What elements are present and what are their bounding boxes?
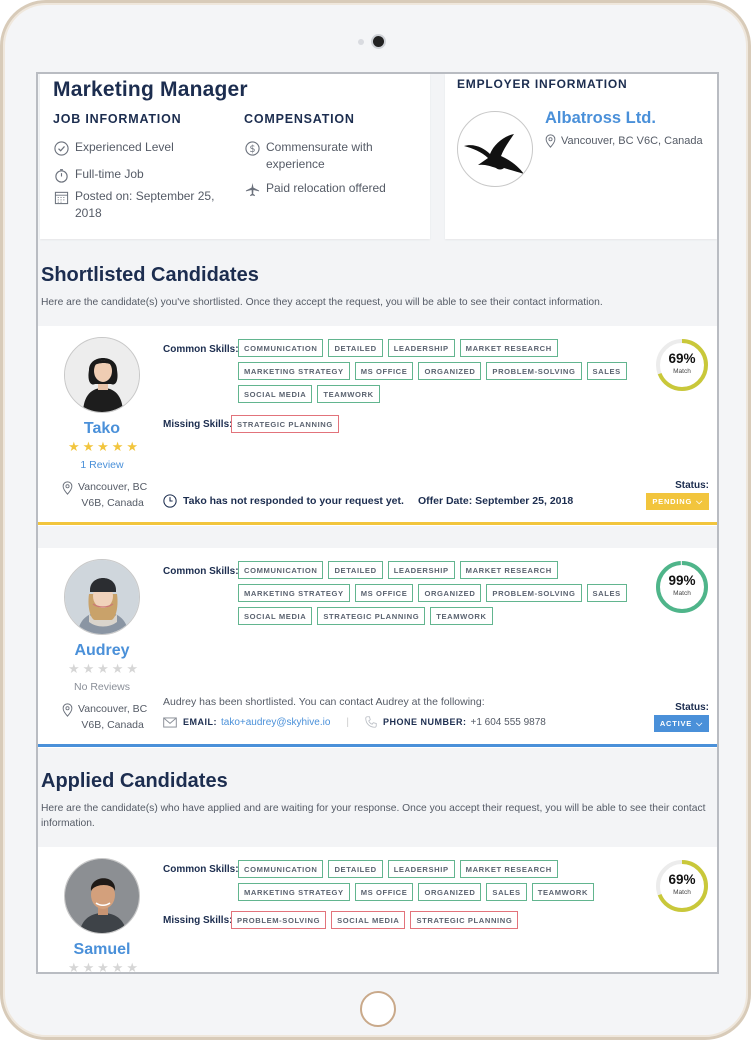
skill-tag: SOCIAL MEDIA [238, 607, 312, 625]
shortlisted-title: Shortlisted Candidates [41, 264, 259, 286]
compensation-heading: COMPENSATION [244, 112, 355, 126]
posted-date: Posted on: September 25, 2018 [53, 188, 223, 222]
star-icon: ★ [82, 661, 95, 676]
missing-skill-tag: PROBLEM-SOLVING [231, 911, 326, 929]
skill-tag: COMMUNICATION [238, 561, 323, 579]
star-icon: ★ [97, 960, 109, 974]
candidate-name[interactable]: Tako [83, 420, 121, 437]
skill-tag: MARKET RESEARCH [460, 561, 558, 579]
skill-tag: PROBLEM-SOLVING [486, 362, 581, 380]
experience-level: Experienced Level [53, 139, 174, 156]
phone-number[interactable]: +1 604 555 9878 [470, 716, 546, 728]
match-score: 99% Match [654, 559, 710, 615]
calendar-icon [53, 189, 69, 205]
phone-icon [365, 716, 377, 728]
skill-tag: COMMUNICATION [238, 339, 323, 357]
shortlisted-description: Here are the candidate(s) you've shortlisted. Once they accept the request, you will be able to see their contact information. [41, 297, 603, 308]
avatar[interactable] [64, 858, 140, 934]
candidate-card-samuel [38, 847, 719, 974]
job-info-heading: JOB INFORMATION [53, 112, 182, 126]
skill-tag: MARKETING STRATEGY [238, 584, 350, 602]
star-icon: ★ [97, 661, 109, 676]
skill-tag: DETAILED [328, 339, 382, 357]
chevron-down-icon: ⌵ [696, 497, 703, 506]
employer-heading: EMPLOYER INFORMATION [457, 77, 628, 91]
stopwatch-icon [53, 167, 69, 183]
skill-tag: ORGANIZED [418, 584, 481, 602]
skill-tag: MARKETING STRATEGY [238, 883, 350, 901]
common-skills-label: Common Skills: [163, 344, 239, 355]
offer-date: Offer Date: September 25, 2018 [417, 495, 574, 507]
albatross-logo-icon [458, 112, 533, 187]
skill-tag: MARKET RESEARCH [460, 860, 558, 878]
job-type: Full-time Job [53, 166, 144, 183]
employer-location: Vancouver, BC V6C, Canada [545, 134, 703, 148]
applied-title: Applied Candidates [41, 770, 228, 792]
candidate-location: Vancouver, BC V6B, Canada [62, 701, 147, 733]
skill-tag: MS OFFICE [355, 584, 414, 602]
shortlist-note: Audrey has been shortlisted. You can contact Audrey at the following: [163, 696, 485, 708]
missing-skill-tag: STRATEGIC PLANNING [410, 911, 518, 929]
candidate-card-audrey [38, 548, 719, 748]
candidate-location: Vancouver, BC V6B, Canada [62, 479, 147, 511]
skill-tag: ORGANIZED [418, 362, 481, 380]
airplane-icon [244, 181, 260, 197]
skill-tag: DETAILED [328, 860, 382, 878]
missing-skill-tag: STRATEGIC PLANNING [231, 415, 339, 433]
envelope-icon [163, 717, 177, 728]
star-icon: ★ [126, 661, 138, 676]
status-dropdown-pending[interactable]: PENDING ⌵ [646, 493, 709, 510]
missing-skills-list [231, 911, 701, 929]
star-icon: ★ [111, 661, 124, 676]
review-count: No Reviews [73, 681, 131, 693]
skill-tag: MS OFFICE [355, 362, 414, 380]
missing-skills-label: Missing Skills: [163, 915, 233, 926]
skill-tag: MS OFFICE [355, 883, 414, 901]
skill-tag: ORGANIZED [418, 883, 481, 901]
contact-info: EMAIL: tako+audrey@skyhive.io | PHONE NUMBER: +1 604 555 9878 [163, 716, 546, 728]
response-note: Tako has not responded to your request yet. Offer Date: September 25, 2018 [163, 494, 573, 508]
skill-tag: DETAILED [328, 561, 382, 579]
app-screen [36, 72, 719, 974]
skill-tag: MARKET RESEARCH [460, 339, 558, 357]
email-link[interactable]: tako+audrey@skyhive.io [221, 716, 331, 728]
avatar[interactable] [64, 559, 140, 635]
star-icon: ★ [111, 439, 124, 454]
star-icon: ★ [111, 960, 124, 974]
job-card [40, 74, 430, 239]
employer-name[interactable]: Albatross Ltd. [545, 109, 656, 127]
missing-skill-tag: SOCIAL MEDIA [331, 911, 405, 929]
status-label: Status: [675, 702, 709, 713]
svg-text:$: $ [249, 143, 255, 155]
avatar[interactable] [64, 337, 140, 413]
job-title: Marketing Manager [53, 78, 248, 101]
skill-tag: PROBLEM-SOLVING [486, 584, 581, 602]
map-pin-icon [62, 703, 73, 733]
skill-tag: MARKETING STRATEGY [238, 362, 350, 380]
star-icon: ★ [82, 439, 95, 454]
candidate-card-tako [38, 326, 719, 526]
star-icon: ★ [68, 439, 80, 454]
status-dropdown-active[interactable]: ACTIVE ⌵ [654, 715, 709, 732]
map-pin-icon [62, 481, 73, 511]
candidate-photo-icon [65, 859, 140, 934]
star-icon: ★ [68, 960, 80, 974]
map-pin-icon [545, 134, 556, 148]
skill-tag: TEAMWORK [532, 883, 594, 901]
status-bar [38, 744, 719, 747]
star-icon: ★ [126, 960, 138, 974]
skill-tag: LEADERSHIP [388, 561, 455, 579]
star-icon: ★ [97, 439, 109, 454]
sensor-dot [358, 39, 364, 45]
common-skills-list [238, 860, 648, 901]
common-skills-label: Common Skills: [163, 566, 239, 577]
missing-skills-list [231, 415, 701, 433]
salary-info: $ Commensurate with experience [244, 139, 414, 173]
skill-tag: SALES [587, 362, 627, 380]
star-icon: ★ [68, 661, 80, 676]
skill-tag: SALES [486, 883, 526, 901]
candidate-photo-icon [65, 560, 140, 635]
common-skills-list [238, 561, 648, 625]
employer-card [445, 74, 717, 239]
rating-stars [68, 439, 138, 455]
dollar-circle-icon [244, 140, 260, 156]
rating-stars [68, 661, 138, 677]
status-label: Status: [675, 480, 709, 491]
chevron-down-icon: ⌵ [696, 719, 703, 728]
review-count[interactable]: 1 Review [80, 459, 124, 471]
skill-tag: COMMUNICATION [238, 860, 323, 878]
skill-tag: LEADERSHIP [388, 339, 455, 357]
home-button[interactable] [360, 991, 396, 1027]
skill-tag: TEAMWORK [430, 607, 492, 625]
missing-skills-label: Missing Skills: [163, 419, 233, 430]
candidate-name[interactable]: Audrey [74, 642, 130, 659]
check-circle-icon [53, 140, 69, 156]
skill-tag: STRATEGIC PLANNING [317, 607, 425, 625]
candidate-photo-icon [65, 338, 140, 413]
star-icon: ★ [126, 439, 138, 454]
candidate-name[interactable]: Samuel [73, 941, 131, 958]
skill-tag: SOCIAL MEDIA [238, 385, 312, 403]
applied-description: Here are the candidate(s) who have applied and are waiting for your response. Once you accept their request, you will be able to see their contact information. [41, 803, 706, 829]
match-score: 69% Match [654, 337, 710, 393]
status-bar [38, 522, 719, 525]
relocation-info: Paid relocation offered [244, 180, 386, 197]
clock-icon [163, 494, 177, 508]
camera-icon [373, 36, 384, 47]
common-skills-label: Common Skills: [163, 864, 239, 875]
match-score: 69% Match [654, 858, 710, 914]
common-skills-list [238, 339, 648, 403]
rating-stars [68, 960, 138, 974]
skill-tag: TEAMWORK [317, 385, 379, 403]
skill-tag: SALES [587, 584, 627, 602]
skill-tag: LEADERSHIP [388, 860, 455, 878]
employer-logo[interactable] [457, 111, 533, 187]
star-icon: ★ [82, 960, 95, 974]
